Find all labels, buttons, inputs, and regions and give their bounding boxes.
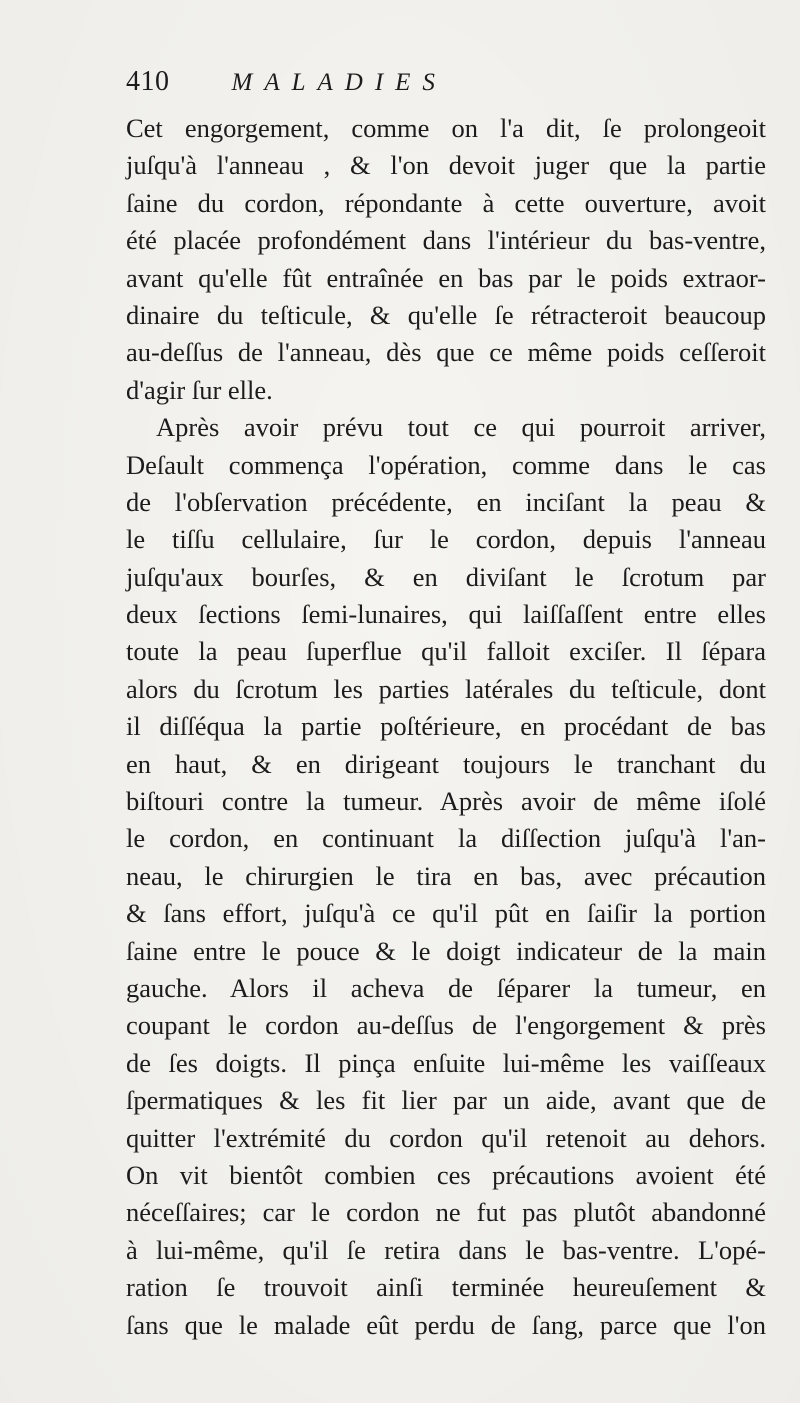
text-line: & ſans effort, juſqu'à ce qu'il pût en ſaiſir la portion (126, 898, 766, 929)
text-line: deux ſections ſemi-lunaires, qui laiſſaſſent entre elles (126, 599, 766, 630)
text-line: gauche. Alors il acheva de ſéparer la tumeur, en (126, 972, 766, 1003)
text-line: été placée profondément dans l'intérieur du bas-ventre, (126, 225, 766, 256)
page-number: 410 (126, 66, 170, 97)
text-line: ſaine entre le pouce & le doigt indicateur de la main (126, 935, 766, 966)
body-text (126, 110, 766, 1344)
text-line: coupant le cordon au-deſſus de l'engorgement & près (126, 1010, 766, 1041)
text-line: ſans que le malade eût perdu de ſang, parce que l'on (126, 1309, 766, 1340)
text-line: de ſes doigts. Il pinça enſuite lui-même les vaiſſeaux (126, 1047, 766, 1078)
text-line: d'agir ſur elle. (126, 374, 273, 405)
text-line: biſtouri contre la tumeur. Après avoir de même iſolé (126, 786, 766, 817)
text-line: quitter l'extrémité du cordon qu'il retenoit au dehors. (126, 1122, 766, 1153)
text-line: néceſſaires; car le cordon ne fut pas plutôt abandonné (126, 1197, 766, 1228)
paragraph (126, 110, 766, 409)
text-line: Après avoir prévu tout ce qui pourroit arriver, (156, 412, 766, 443)
text-line: ſpermatiques & les fit lier par un aide, avant que de (126, 1085, 766, 1116)
text-line: ſaine du cordon, répondante à cette ouverture, avoit (126, 187, 766, 218)
text-line: de l'obſervation précédente, en inciſant la peau & (126, 486, 766, 517)
page-header (126, 66, 762, 106)
paragraph (126, 409, 766, 1344)
text-line: Cet engorgement, comme on l'a dit, ſe prolongeoit (126, 113, 766, 143)
text-line: il diſſéqua la partie poſtérieure, en procédant de bas (126, 711, 766, 742)
text-line: On vit bientôt combien ces précautions avoient été (126, 1159, 766, 1190)
text-line: juſqu'à l'anneau , & l'on devoit juger que la partie (126, 150, 766, 181)
text-line: neau, le chirurgien le tira en bas, avec précaution (126, 860, 766, 891)
text-line: le cordon, en continuant la diſſection juſqu'à l'an- (126, 823, 766, 854)
text-line: en haut, & en dirigeant toujours le tranchant du (126, 748, 766, 779)
running-head: MALADIES (231, 69, 447, 96)
text-line: au-deſſus de l'anneau, dès que ce même poids ceſſeroit (126, 337, 766, 368)
text-line: le tiſſu cellulaire, ſur le cordon, depuis l'anneau (126, 524, 766, 555)
text-line: Deſault commença l'opération, comme dans le cas (126, 449, 766, 480)
text-line: toute la peau ſuperflue qu'il falloit exciſer. Il ſépara (126, 636, 766, 667)
text-line: dinaire du teſticule, & qu'elle ſe rétracteroit beaucoup (126, 299, 766, 330)
text-line: avant qu'elle fût entraînée en bas par le poids extraor- (126, 262, 766, 293)
text-line: ration ſe trouvoit ainſi terminée heureuſement & (126, 1272, 766, 1303)
text-line: à lui-même, qu'il ſe retira dans le bas-ventre. L'opé- (126, 1234, 766, 1265)
text-line: alors du ſcrotum les parties latérales du teſticule, dont (126, 673, 766, 704)
text-line: juſqu'aux bourſes, & en diviſant le ſcrotum par (126, 561, 766, 592)
